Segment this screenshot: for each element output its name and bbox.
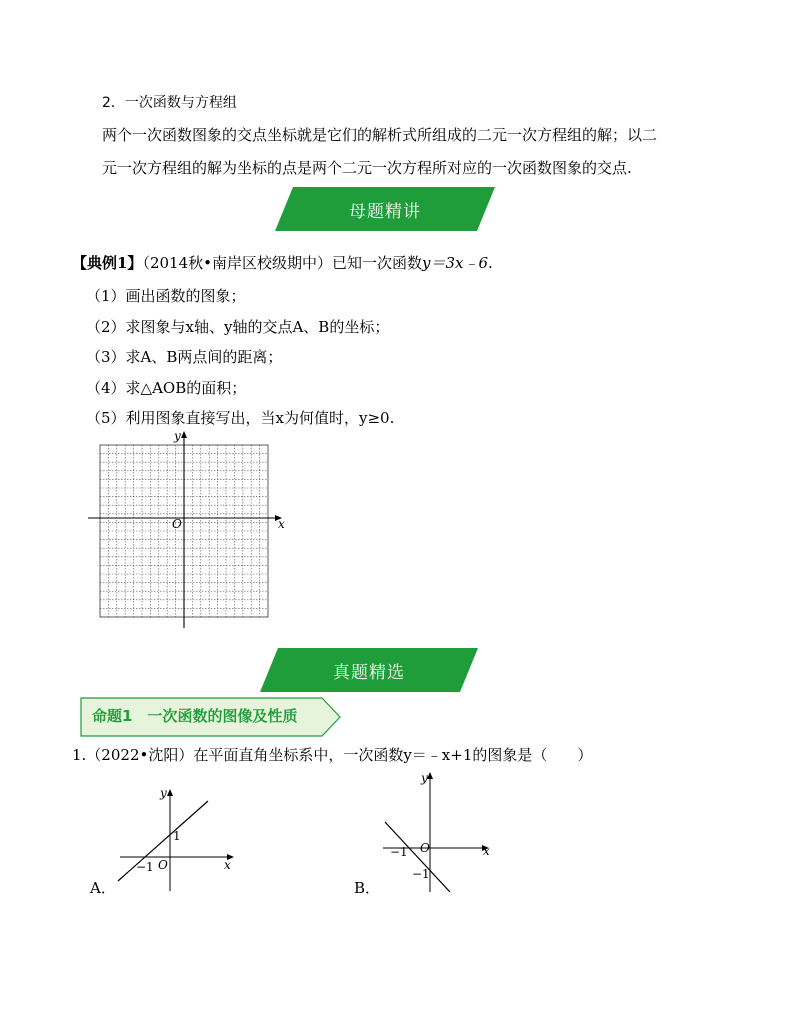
- example-source: （2014秋•南岸区校级期中）已知一次函数: [142, 254, 422, 272]
- option-a-tick-x: −1: [136, 860, 154, 874]
- example-item-2: （2）求图象与x轴、y轴的交点A、B的坐标；: [86, 318, 390, 336]
- option-b-origin: O: [420, 841, 430, 855]
- grid-origin-label: O: [172, 517, 182, 531]
- option-a-origin: O: [158, 858, 168, 872]
- section-heading: 2．一次函数与方程组: [102, 95, 237, 111]
- example-item-5: （5）利用图象直接写出，当x为何值时，y≥0.: [86, 409, 395, 427]
- option-a-graph: [110, 783, 245, 893]
- example-item-1: （1）画出函数的图象；: [86, 287, 246, 305]
- option-a-letter: A．: [90, 879, 116, 897]
- option-b-x-label: x: [483, 844, 490, 858]
- section-paragraph-line1: 两个一次函数图象的交点坐标就是它们的解析式所组成的二元一次方程组的解；以二: [102, 126, 658, 144]
- y-axis-arrow: [181, 431, 187, 438]
- option-a-tick-y: 1: [173, 829, 181, 843]
- banner-real-problems: [260, 648, 478, 692]
- example-tag: 【典例1】: [72, 254, 143, 272]
- option-b-y-label: y: [421, 771, 428, 785]
- question-1: 1.（2022•沈阳）在平面直角坐标系中，一次函数y＝﹣x+1的图象是（ ）: [72, 746, 593, 764]
- option-b-tick-y: −1: [412, 867, 430, 881]
- option-b-letter: B．: [354, 879, 381, 897]
- banner-label: 母题精讲: [349, 201, 421, 222]
- option-b-tick-x: −1: [390, 845, 408, 859]
- grid-y-label: y: [174, 429, 181, 443]
- option-a-x-label: x: [224, 858, 231, 872]
- grid-x-label: x: [278, 517, 285, 531]
- option-b-y-arrow: [427, 772, 433, 779]
- example-equation: y＝3x﹣6.: [421, 254, 493, 272]
- banner-label: 真题精选: [333, 662, 405, 683]
- example-item-4: （4）求△AOB的面积；: [86, 379, 247, 397]
- coordinate-grid: [86, 428, 296, 633]
- banner-mother-problem: [275, 187, 495, 231]
- section-paragraph-line2: 元一次方程组的解为坐标的点是两个二元一次方程所对应的一次函数图象的交点.: [102, 159, 632, 177]
- example-title: [72, 252, 493, 274]
- example-item-3: （3）求A、B两点间的距离；: [86, 348, 283, 366]
- option-a-y-label: y: [160, 786, 167, 800]
- option-a-y-arrow: [167, 789, 173, 796]
- topic-label: 命题1 一次函数的图像及性质: [92, 707, 298, 725]
- option-b-graph: [375, 770, 500, 895]
- topic-tag: [80, 697, 342, 737]
